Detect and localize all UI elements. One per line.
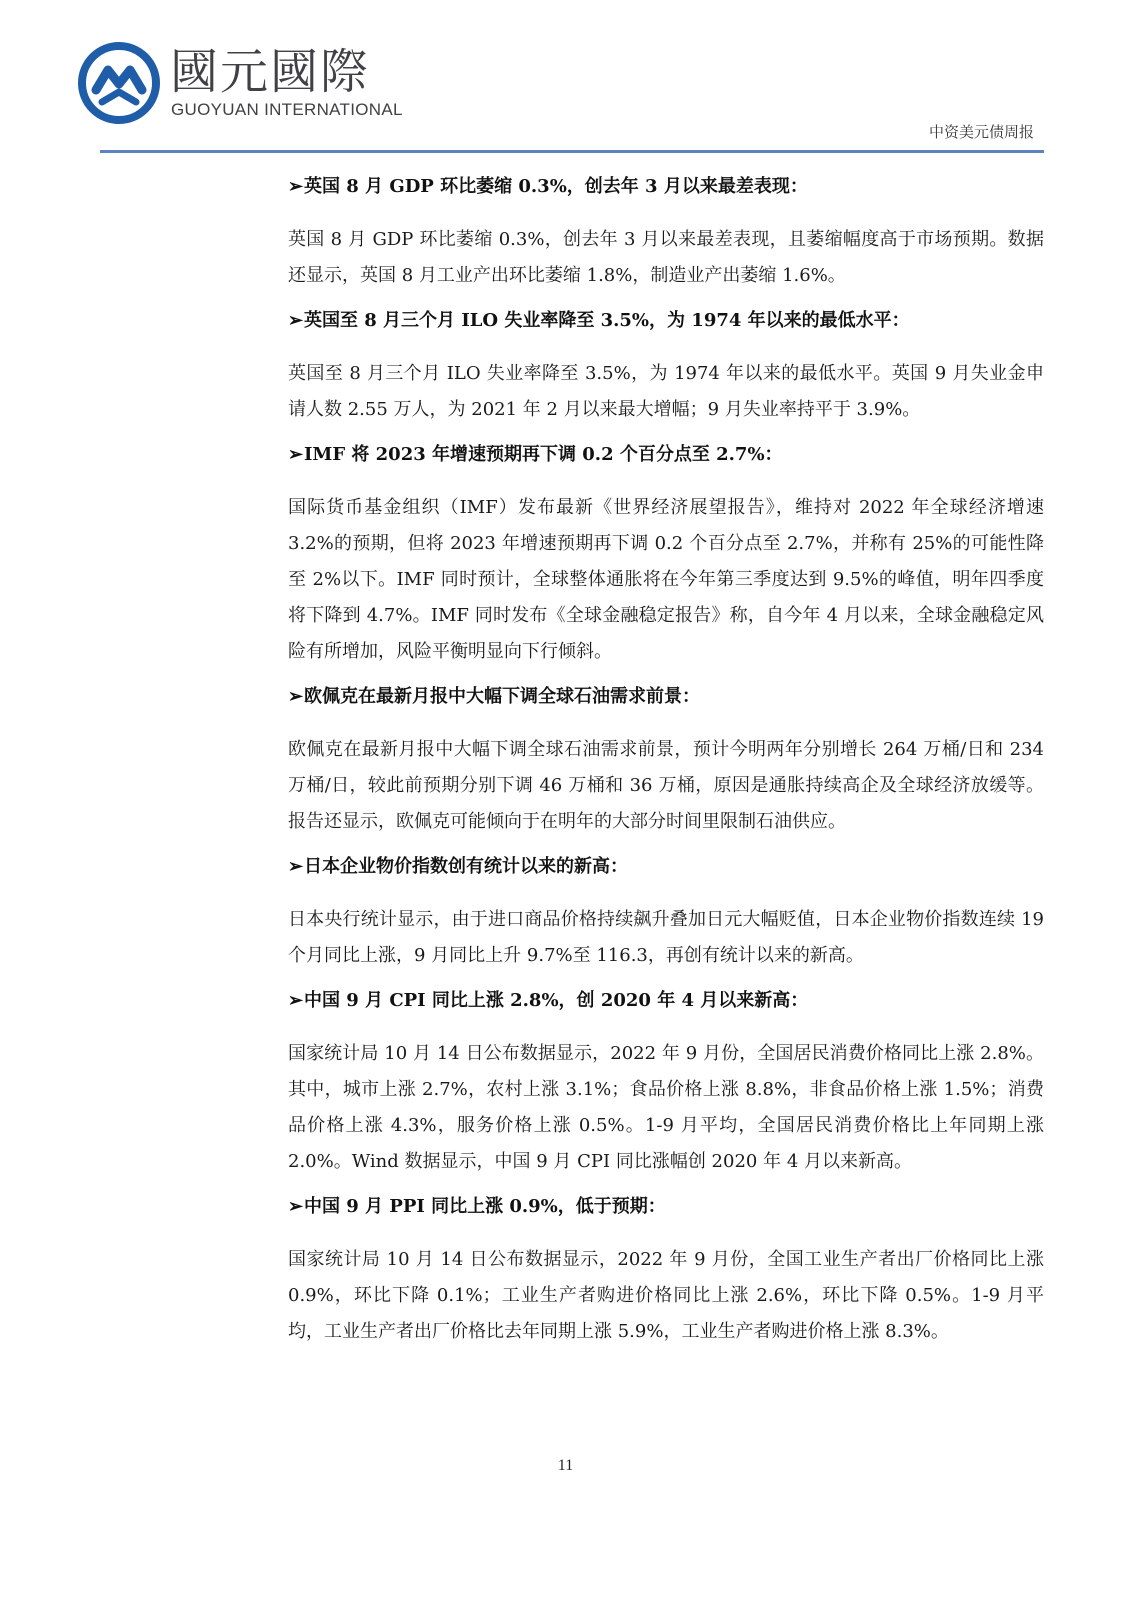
company-logo-english: GUOYUAN INTERNATIONAL	[171, 100, 403, 119]
section-body: 国际货币基金组织（IMF）发布最新《世界经济展望报告》，维持对 2022 年全球经济增速 3.2%的预期，但将 2023 年增速预期再下调 0.2 个百分点至 2.7%，并称有 25%的可能性降至 2%以下。IMF 同时预计，全球整体通胀将在今年第三季度达到 9.5%的峰值，明年四季度将下降到 4.7%。IMF 同时发布《全球金融稳定报告》称，自今年 4 月以来，全球金融稳定风险有所增加，风险平衡明显向下行倾斜。	[288, 497, 1044, 662]
section-heading-text: 中国 9 月 PPI 同比上涨 0.9%，低于预期：	[304, 1196, 666, 1217]
section-heading	[288, 440, 1044, 470]
page-number: 11	[557, 1457, 574, 1474]
section-heading-text: 英国 8 月 GDP 环比萎缩 0.3%，创去年 3 月以来最差表现：	[304, 176, 808, 197]
section-body: 日本央行统计显示，由于进口商品价格持续飙升叠加日元大幅贬值，日本企业物价指数连续 19 个月同比上涨，9 月同比上升 9.7%至 116.3，再创有统计以来的新高。	[288, 909, 1044, 966]
section-heading	[288, 306, 1044, 336]
company-logo-chinese: 國元國際	[170, 44, 371, 100]
arrow-bullet-icon: ➢	[288, 856, 304, 877]
news-section	[288, 172, 1044, 294]
news-section	[288, 852, 1044, 974]
section-heading-text: 中国 9 月 CPI 同比上涨 2.8%，创 2020 年 4 月以来新高：	[304, 990, 809, 1011]
section-heading	[288, 852, 1044, 882]
section-body: 国家统计局 10 月 14 日公布数据显示，2022 年 9 月份，全国居民消费价格同比上涨 2.8%。其中，城市上涨 2.7%，农村上涨 3.1%；食品价格上涨 8.8%，非食品价格上涨 1.5%；消费品价格上涨 4.3%，服务价格上涨 0.5%。1-9 月平均，全国居民消费价格比上年同期上涨 2.0%。Wind 数据显示，中国 9 月 CPI 同比涨幅创 2020 年 4 月以来新高。	[288, 1043, 1044, 1172]
section-body: 欧佩克在最新月报中大幅下调全球石油需求前景，预计今明两年分别增长 264 万桶/日和 234 万桶/日，较此前预期分别下调 46 万桶和 36 万桶，原因是通胀持续高企及全球经济放缓等。报告还显示，欧佩克可能倾向于在明年的大部分时间里限制石油供应。	[288, 739, 1044, 832]
section-heading	[288, 1192, 1044, 1222]
arrow-bullet-icon: ➢	[288, 686, 304, 707]
arrow-bullet-icon: ➢	[288, 1196, 304, 1217]
arrow-bullet-icon: ➢	[288, 990, 304, 1011]
section-heading	[288, 682, 1044, 712]
section-heading-text: 欧佩克在最新月报中大幅下调全球石油需求前景：	[304, 686, 700, 707]
guoyuan-logo-icon	[78, 42, 160, 124]
arrow-bullet-icon: ➢	[288, 310, 304, 331]
report-title: 中资美元债周报	[928, 123, 1034, 141]
arrow-bullet-icon: ➢	[288, 176, 304, 197]
section-body: 英国至 8 月三个月 ILO 失业率降至 3.5%，为 1974 年以来的最低水平。英国 9 月失业金申请人数 2.55 万人，为 2021 年 2 月以来最大增幅；9 月失业率持平于 3.9%。	[288, 363, 1044, 420]
section-body: 英国 8 月 GDP 环比萎缩 0.3%，创去年 3 月以来最差表现，且萎缩幅度高于市场预期。数据还显示，英国 8 月工业产出环比萎缩 1.8%，制造业产出萎缩 1.6%。	[288, 229, 1044, 286]
report-content	[288, 172, 1044, 1362]
news-section	[288, 1192, 1044, 1350]
news-section	[288, 306, 1044, 428]
section-heading	[288, 986, 1044, 1016]
news-section	[288, 440, 1044, 670]
news-section	[288, 682, 1044, 840]
page-header	[0, 0, 1131, 160]
section-heading-text: 英国至 8 月三个月 ILO 失业率降至 3.5%，为 1974 年以来的最低水平：	[304, 310, 910, 331]
header-divider	[100, 150, 1044, 153]
section-heading-text: 日本企业物价指数创有统计以来的新高：	[304, 856, 628, 877]
arrow-bullet-icon: ➢	[288, 444, 304, 465]
section-heading-text: IMF 将 2023 年增速预期再下调 0.2 个百分点至 2.7%：	[304, 444, 783, 465]
section-heading	[288, 172, 1044, 202]
news-section	[288, 986, 1044, 1180]
section-body: 国家统计局 10 月 14 日公布数据显示，2022 年 9 月份，全国工业生产者出厂价格同比上涨 0.9%，环比下降 0.1%；工业生产者购进价格同比上涨 2.6%，环比下降 0.5%。1-9 月平均，工业生产者出厂价格比去年同期上涨 5.9%，工业生产者购进价格上涨 8.3%。	[288, 1249, 1044, 1342]
